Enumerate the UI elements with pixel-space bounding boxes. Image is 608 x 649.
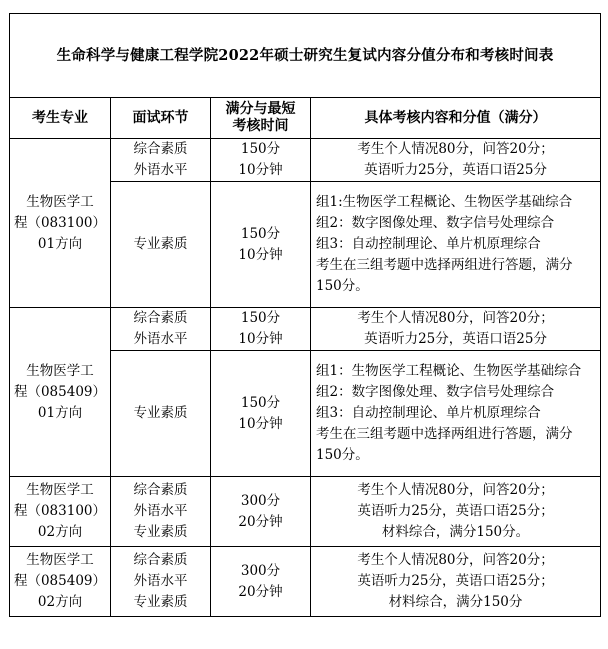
stage-line: 外语水平	[133, 503, 188, 519]
exam-schedule-table	[9, 13, 601, 617]
content-line: 考生在三组考题中选择两组进行答题，满分150分。	[316, 426, 573, 463]
content-line: 考生个人情况80分，问答20分；	[357, 482, 554, 498]
content-line: 英语听力25分，英语口语25分；	[357, 573, 554, 589]
stage-line: 综合素质	[133, 552, 188, 568]
score-time-cell	[211, 139, 311, 182]
header-score-time-line: 满分与最短	[225, 101, 296, 117]
header-row	[10, 98, 601, 139]
stage-line: 专业素质	[133, 236, 188, 252]
content-line: 英语听力25分，英语口语25分；	[357, 503, 554, 519]
content-cell	[311, 139, 601, 182]
content-line: 组1:生物医学工程概论、生物医学基础综合	[316, 194, 573, 210]
table-row	[10, 477, 601, 547]
stage-line: 外语水平	[133, 331, 188, 347]
score-line: 150分	[240, 394, 281, 411]
table-row	[10, 547, 601, 617]
table-row	[10, 139, 601, 182]
score-line: 150分	[240, 310, 281, 326]
content-line: 材料综合，满分150分	[388, 594, 523, 610]
major-line: 生物医学工	[26, 552, 94, 568]
stage-line: 专业素质	[133, 524, 188, 540]
stage-cell	[111, 139, 211, 182]
content-line: 组1：生物医学工程概论、生物医学基础综合	[316, 363, 582, 379]
stage-line: 综合素质	[133, 141, 188, 157]
score-line: 300分	[240, 492, 281, 509]
stage-cell	[111, 547, 211, 617]
stage-line: 综合素质	[133, 482, 188, 498]
major-cell	[10, 547, 111, 617]
major-line: 生物医学工	[26, 482, 94, 498]
score-line: 150分	[240, 141, 281, 157]
major-line: 程（083100）	[13, 214, 107, 231]
header-major: 考生专业	[10, 98, 111, 139]
stage-line: 专业素质	[133, 405, 188, 421]
content-cell	[311, 308, 601, 351]
content-line: 英语听力25分，英语口语25分	[364, 162, 547, 178]
major-line: 01方向	[37, 235, 83, 252]
time-line: 20分钟	[238, 513, 283, 530]
content-line: 考生在三组考题中选择两组进行答题，满分150分。	[316, 257, 573, 294]
stage-cell	[111, 477, 211, 547]
stage-line: 专业素质	[133, 594, 188, 610]
stage-line: 综合素质	[133, 310, 188, 326]
content-line: 组2：数字图像处理、数字信号处理综合	[316, 384, 555, 400]
score-time-cell	[211, 351, 311, 477]
stage-line: 外语水平	[133, 573, 188, 589]
header-stage: 面试环节	[111, 98, 211, 139]
content-line: 材料综合，满分150分。	[381, 524, 530, 540]
time-line: 10分钟	[238, 162, 283, 178]
time-line: 10分钟	[238, 246, 283, 263]
content-cell	[311, 182, 601, 308]
score-line: 150分	[240, 225, 281, 242]
major-line: 程（085409）	[13, 573, 107, 589]
score-time-cell	[211, 182, 311, 308]
major-line: 生物医学工	[26, 362, 94, 379]
major-line: 生物医学工	[26, 193, 94, 210]
score-line: 300分	[240, 562, 281, 579]
score-time-cell	[211, 477, 311, 547]
score-time-cell	[211, 547, 311, 617]
content-line: 组3：自动控制理论、单片机原理综合	[316, 236, 541, 252]
major-line: 01方向	[37, 404, 83, 421]
content-cell	[311, 351, 601, 477]
time-line: 20分钟	[238, 583, 283, 600]
stage-cell	[111, 182, 211, 308]
header-content: 具体考核内容和分值（满分）	[311, 98, 601, 139]
content-line: 考生个人情况80分，问答20分；	[357, 552, 554, 568]
major-cell	[10, 139, 111, 308]
major-line: 02方向	[37, 524, 83, 540]
score-time-cell	[211, 308, 311, 351]
stage-cell	[111, 351, 211, 477]
content-line: 考生个人情况80分，问答20分；	[357, 141, 554, 157]
time-line: 10分钟	[238, 331, 283, 347]
table-row	[10, 308, 601, 351]
content-line: 考生个人情况80分，问答20分；	[357, 310, 554, 326]
major-cell	[10, 477, 111, 547]
content-cell	[311, 547, 601, 617]
stage-cell	[111, 308, 211, 351]
content-line: 组2：数字图像处理、数字信号处理综合	[316, 215, 555, 231]
content-cell	[311, 477, 601, 547]
major-cell	[10, 308, 111, 477]
header-score-time	[211, 98, 311, 139]
major-line: 程（083100）	[13, 503, 107, 519]
major-line: 02方向	[37, 594, 83, 610]
header-score-time-line: 考核时间	[232, 118, 289, 134]
stage-line: 外语水平	[133, 162, 188, 178]
content-line: 组3：自动控制理论、单片机原理综合	[316, 405, 541, 421]
table-title: 生命科学与健康工程学院2022年硕士研究生复试内容分值分布和考核时间表	[10, 14, 601, 98]
content-line: 英语听力25分，英语口语25分	[364, 331, 547, 347]
time-line: 10分钟	[238, 415, 283, 432]
major-line: 程（085409）	[13, 383, 107, 400]
